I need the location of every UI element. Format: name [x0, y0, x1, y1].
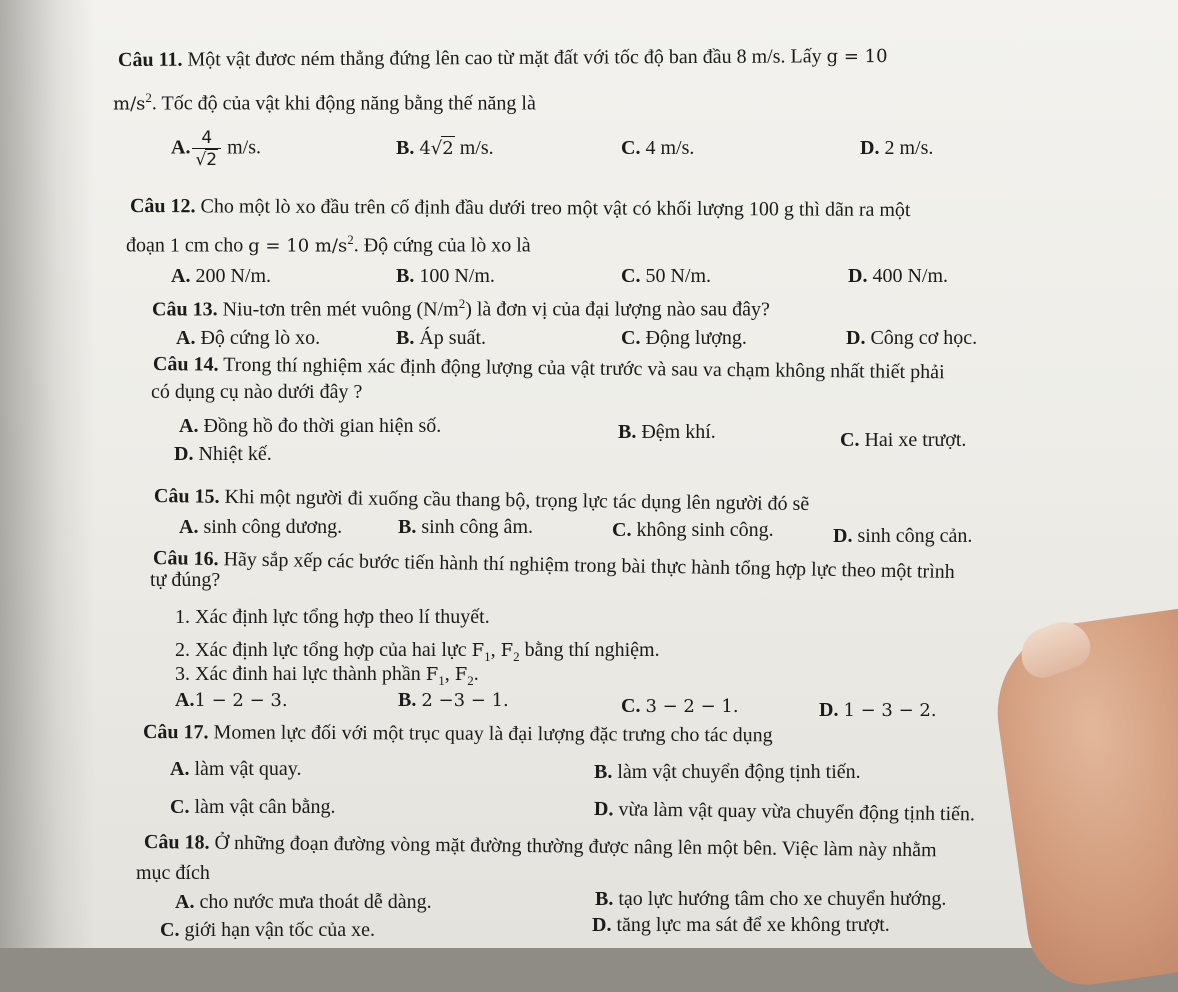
q17-option-c[interactable]: [170, 795, 336, 819]
q18-option-b[interactable]: [595, 887, 946, 911]
q13-text-a: Niu-tơn trên mét vuông: [222, 298, 412, 321]
q14-option-c-text: Hai xe trượt.: [864, 429, 967, 451]
q18-option-b-label: B.: [595, 888, 614, 910]
q15-option-b-label: B.: [398, 516, 417, 538]
q15-option-d[interactable]: [833, 524, 972, 548]
q14-line2-text: có dụng cụ nào dưới đây ?: [151, 381, 363, 403]
q11-text-part1: Một vật đươc ném thẳng đứng lên cao từ mặt đất với tốc độ ban đầu 8 m/s. Lấy: [187, 45, 822, 71]
q16-option-b-text: 2 −3 − 1.: [421, 690, 509, 711]
q16-step3b: .: [473, 663, 479, 685]
q13-option-d-text: Công cơ học.: [870, 327, 978, 349]
q17-text: Momen lực đối với một trục quay là đại lượng đặc trưng cho tác dụng: [213, 721, 773, 747]
q15-options: [179, 515, 999, 549]
q11-option-a-unit: m/s.: [227, 136, 262, 159]
q12-option-c-label: C.: [621, 265, 641, 287]
q12-option-a-text: 200 N/m.: [195, 265, 272, 287]
q13-line1: [152, 292, 770, 322]
q16-option-d[interactable]: [819, 698, 937, 723]
q13-text-b: ) là đơn vị của đại lượng nào sau đây?: [465, 298, 770, 321]
q17-option-b-text: làm vật chuyển động tịnh tiến.: [617, 761, 861, 783]
q16-step1-text: 1. Xác định lực tổng hợp theo lí thuyết.: [175, 606, 490, 628]
q12-option-c[interactable]: [621, 264, 711, 288]
q16-step2b: bằng thí nghiệm.: [519, 639, 660, 661]
q14-line1-text: Trong thí nghiệm xác định động lượng của vật trước và sau va chạm không nhất thiết phải: [223, 353, 945, 384]
q14-option-b-label: B.: [618, 421, 637, 443]
q16-options: [175, 688, 975, 722]
q17-option-b-label: B.: [594, 761, 613, 783]
q16-step2-f1: F: [471, 640, 485, 661]
q18-option-a[interactable]: [175, 890, 432, 914]
q16-option-a-label: A.: [175, 689, 195, 711]
q12-option-d-text: 400 N/m.: [872, 265, 949, 287]
q16-line2: [150, 568, 220, 592]
q11-option-c[interactable]: [621, 136, 694, 160]
q18-option-c-label: C.: [160, 919, 180, 941]
q13-option-c[interactable]: [621, 326, 747, 350]
q16-option-a-text: 1 − 2 − 3.: [194, 690, 288, 711]
q17-options-row2: [170, 795, 1050, 825]
q18-option-c[interactable]: [160, 918, 375, 942]
q12-line2b: . Độ cứng của lò xo là: [353, 234, 531, 257]
q12-options: [171, 264, 991, 292]
q11-option-b-radicand: 2: [442, 138, 454, 159]
q13-option-a-text: Độ cứng lò xo.: [200, 327, 321, 349]
q18-line2-text: mục đích: [136, 862, 210, 884]
sqrt-icon: √: [195, 150, 207, 170]
q14-option-d[interactable]: [174, 443, 272, 465]
q17-option-a[interactable]: [170, 757, 301, 781]
q12-line1-text: Cho một lò xo đầu trên cố định đầu dưới treo một vật có khối lượng 100 g thì dãn ra một: [200, 195, 911, 222]
q15-option-a-text: sinh công dương.: [203, 516, 343, 538]
q14-option-a-label: A.: [179, 415, 199, 437]
q11-gravity: g = 10: [826, 45, 888, 68]
q14-option-a[interactable]: [179, 414, 441, 438]
q16-option-c[interactable]: [621, 694, 739, 719]
q17-option-a-label: A.: [170, 758, 190, 780]
q15-option-c[interactable]: [612, 518, 774, 542]
q11-option-b-coef: 4: [419, 138, 431, 159]
q14-option-c-label: C.: [840, 429, 860, 451]
q17-option-d[interactable]: [594, 797, 975, 826]
q15-text: Khi một người đi xuống cầu thang bộ, trọng lực tác dụng lên người đó sẽ: [224, 485, 810, 516]
q12-line1: [130, 194, 911, 222]
q12-line2: [126, 228, 531, 259]
q14-options-row1: [179, 414, 999, 451]
q16-option-d-text: 1 − 3 − 2.: [843, 700, 937, 721]
q18-title: Câu 18.: [143, 831, 210, 854]
q11-title: Câu 11.: [117, 48, 183, 72]
q18-line2: [136, 861, 210, 885]
q18-option-d[interactable]: [592, 913, 890, 937]
q13-option-c-label: C.: [621, 327, 641, 349]
q11-option-d[interactable]: [860, 136, 933, 160]
q15-option-d-text: sinh công cản.: [857, 525, 973, 547]
q13-option-d-label: D.: [846, 327, 866, 349]
q12-title: Câu 12.: [129, 194, 196, 218]
q18-option-a-label: A.: [175, 891, 195, 913]
q17-option-c-text: làm vật cân bằng.: [194, 796, 336, 818]
q13-unit-sup: 2: [458, 296, 466, 311]
q18-option-a-text: cho nước mưa thoát dễ dàng.: [199, 891, 432, 913]
q12-line2a: đoạn 1 cm cho: [126, 234, 244, 257]
q17-option-a-text: làm vật quay.: [194, 758, 302, 780]
q11-option-a-radicand: 2: [206, 150, 218, 170]
q16-option-d-label: D.: [819, 699, 839, 721]
q11-option-a-label: A.: [171, 136, 191, 159]
q12-option-a[interactable]: [171, 264, 271, 288]
q16-step2-comma: ,: [490, 639, 501, 661]
q15-option-a[interactable]: [179, 515, 342, 539]
q11-option-a-numerator: 4: [192, 128, 221, 149]
q16-option-b-label: B.: [398, 689, 417, 711]
q18-line1-text: Ở những đoạn đường vòng mặt đường thường được nâng lên một bên. Việc làm này nhằm: [214, 831, 937, 862]
q17-option-d-text: vừa làm vật quay vừa chuyển động tịnh tiến.: [618, 798, 976, 826]
q13-option-b-label: B.: [396, 327, 415, 349]
q15-option-a-label: A.: [179, 516, 199, 538]
q15-option-b-text: sinh công âm.: [421, 516, 533, 538]
q18-option-b-text: tạo lực hướng tâm cho xe chuyển hướng.: [618, 888, 947, 910]
q13-option-d[interactable]: [846, 326, 977, 350]
q17-line1: [143, 720, 773, 747]
q11-line2: [113, 86, 536, 117]
q18-option-d-text: tăng lực ma sát để xe không trượt.: [616, 914, 890, 936]
q15-title: Câu 15.: [153, 485, 220, 508]
q11-option-d-text: 2 m/s.: [884, 137, 934, 159]
q12-option-b[interactable]: [396, 264, 495, 288]
q11-unit-sup: 2: [145, 90, 152, 105]
q18-option-c-text: giới hạn vận tốc của xe.: [184, 919, 375, 941]
q16-step2-s1: 1: [484, 649, 491, 664]
q11-option-b-unit: m/s.: [459, 137, 494, 159]
q11-option-c-label: C.: [621, 137, 641, 159]
page-shadow: [0, 0, 95, 948]
q16-step3-f2: F: [454, 664, 468, 685]
q14-line2: [151, 380, 362, 404]
q16-step3-f1: F: [425, 664, 439, 685]
sqrt-icon: √: [430, 138, 443, 159]
q16-step2a: 2. Xác định lực tổng hợp của hai lực: [175, 639, 467, 661]
q11-option-d-label: D.: [860, 137, 880, 159]
q13-option-c-text: Động lượng.: [645, 327, 747, 349]
q11-option-a-denominator: [192, 149, 221, 170]
q12-option-b-text: 100 N/m.: [419, 265, 495, 287]
q13-option-b-text: Áp suất.: [419, 327, 487, 349]
q12-option-d[interactable]: [848, 264, 948, 288]
q11-option-c-text: 4 m/s.: [645, 137, 695, 159]
q12-option-a-label: A.: [171, 265, 191, 287]
q11-line1: [118, 44, 888, 73]
q14-option-d-text: Nhiệt kế.: [198, 443, 272, 465]
q17-option-c-label: C.: [170, 796, 190, 818]
q14-title: Câu 14.: [152, 353, 219, 376]
q18-options-row2: [160, 914, 1020, 948]
q16-title: Câu 16.: [152, 547, 219, 571]
q15-option-b[interactable]: [398, 515, 533, 539]
q16-option-c-label: C.: [621, 695, 641, 717]
q12-gravity-sup: 2: [347, 232, 354, 247]
q16-line1-text: Hãy sắp xếp các bước tiến hành thí nghiệm trong bài thực hành tổng hợp lực theo một trình: [223, 548, 955, 583]
q15-option-c-text: không sinh công.: [636, 519, 774, 541]
q14-option-b-text: Đệm khí.: [641, 421, 716, 443]
q14-option-b[interactable]: [618, 420, 716, 444]
q11-option-a-fraction: [192, 128, 221, 170]
q16-step2-s2: 2: [513, 649, 520, 664]
q12-option-c-text: 50 N/m.: [645, 265, 712, 287]
q15-option-c-label: C.: [612, 519, 632, 541]
q16-option-a[interactable]: [175, 688, 288, 713]
q13-title: Câu 13.: [152, 298, 218, 321]
q17-options-row1: [170, 757, 1050, 787]
q16-step3a: 3. Xác đinh hai lực thành phần: [175, 663, 421, 685]
q13-options: [176, 326, 996, 354]
q16-option-c-text: 3 − 2 − 1.: [645, 696, 739, 717]
q13-option-b[interactable]: [396, 326, 486, 350]
q16-step1: [175, 605, 490, 629]
q16-step2-f2: F: [500, 640, 514, 661]
q11-unit: m/s: [113, 93, 146, 115]
q11-option-b-label: B.: [396, 137, 415, 159]
q13-option-a-label: A.: [176, 327, 196, 349]
q16-step3-s1: 1: [438, 673, 445, 688]
q14-options-row2: [174, 442, 272, 466]
q16-option-b[interactable]: [398, 688, 509, 713]
q18-option-d-label: D.: [592, 914, 612, 936]
q11-option-a[interactable]: [171, 128, 261, 170]
q14-option-c[interactable]: [840, 428, 966, 452]
q16-line2-text: tự đúng?: [150, 569, 221, 591]
q14-option-d-label: D.: [174, 443, 194, 465]
q13-option-a[interactable]: [176, 326, 320, 350]
q17-option-b[interactable]: [594, 760, 861, 784]
q11-option-b[interactable]: [396, 136, 494, 161]
q12-option-b-label: B.: [396, 265, 415, 287]
q16-step3-s2: 2: [467, 673, 474, 688]
q11-text-part2: . Tốc độ của vật khi động năng bằng thế năng là: [151, 92, 536, 115]
q15-option-d-label: D.: [833, 525, 853, 547]
q11-options: [171, 128, 971, 168]
q14-option-a-text: Đồng hồ đo thời gian hiện số.: [203, 415, 442, 437]
q16-step3-comma: ,: [444, 663, 455, 685]
q12-gravity: g = 10 m/s: [248, 235, 348, 257]
q12-option-d-label: D.: [848, 265, 868, 287]
q13-unit: (N/m: [416, 298, 459, 321]
q17-title: Câu 17.: [142, 721, 209, 744]
q17-option-d-label: D.: [593, 798, 614, 821]
